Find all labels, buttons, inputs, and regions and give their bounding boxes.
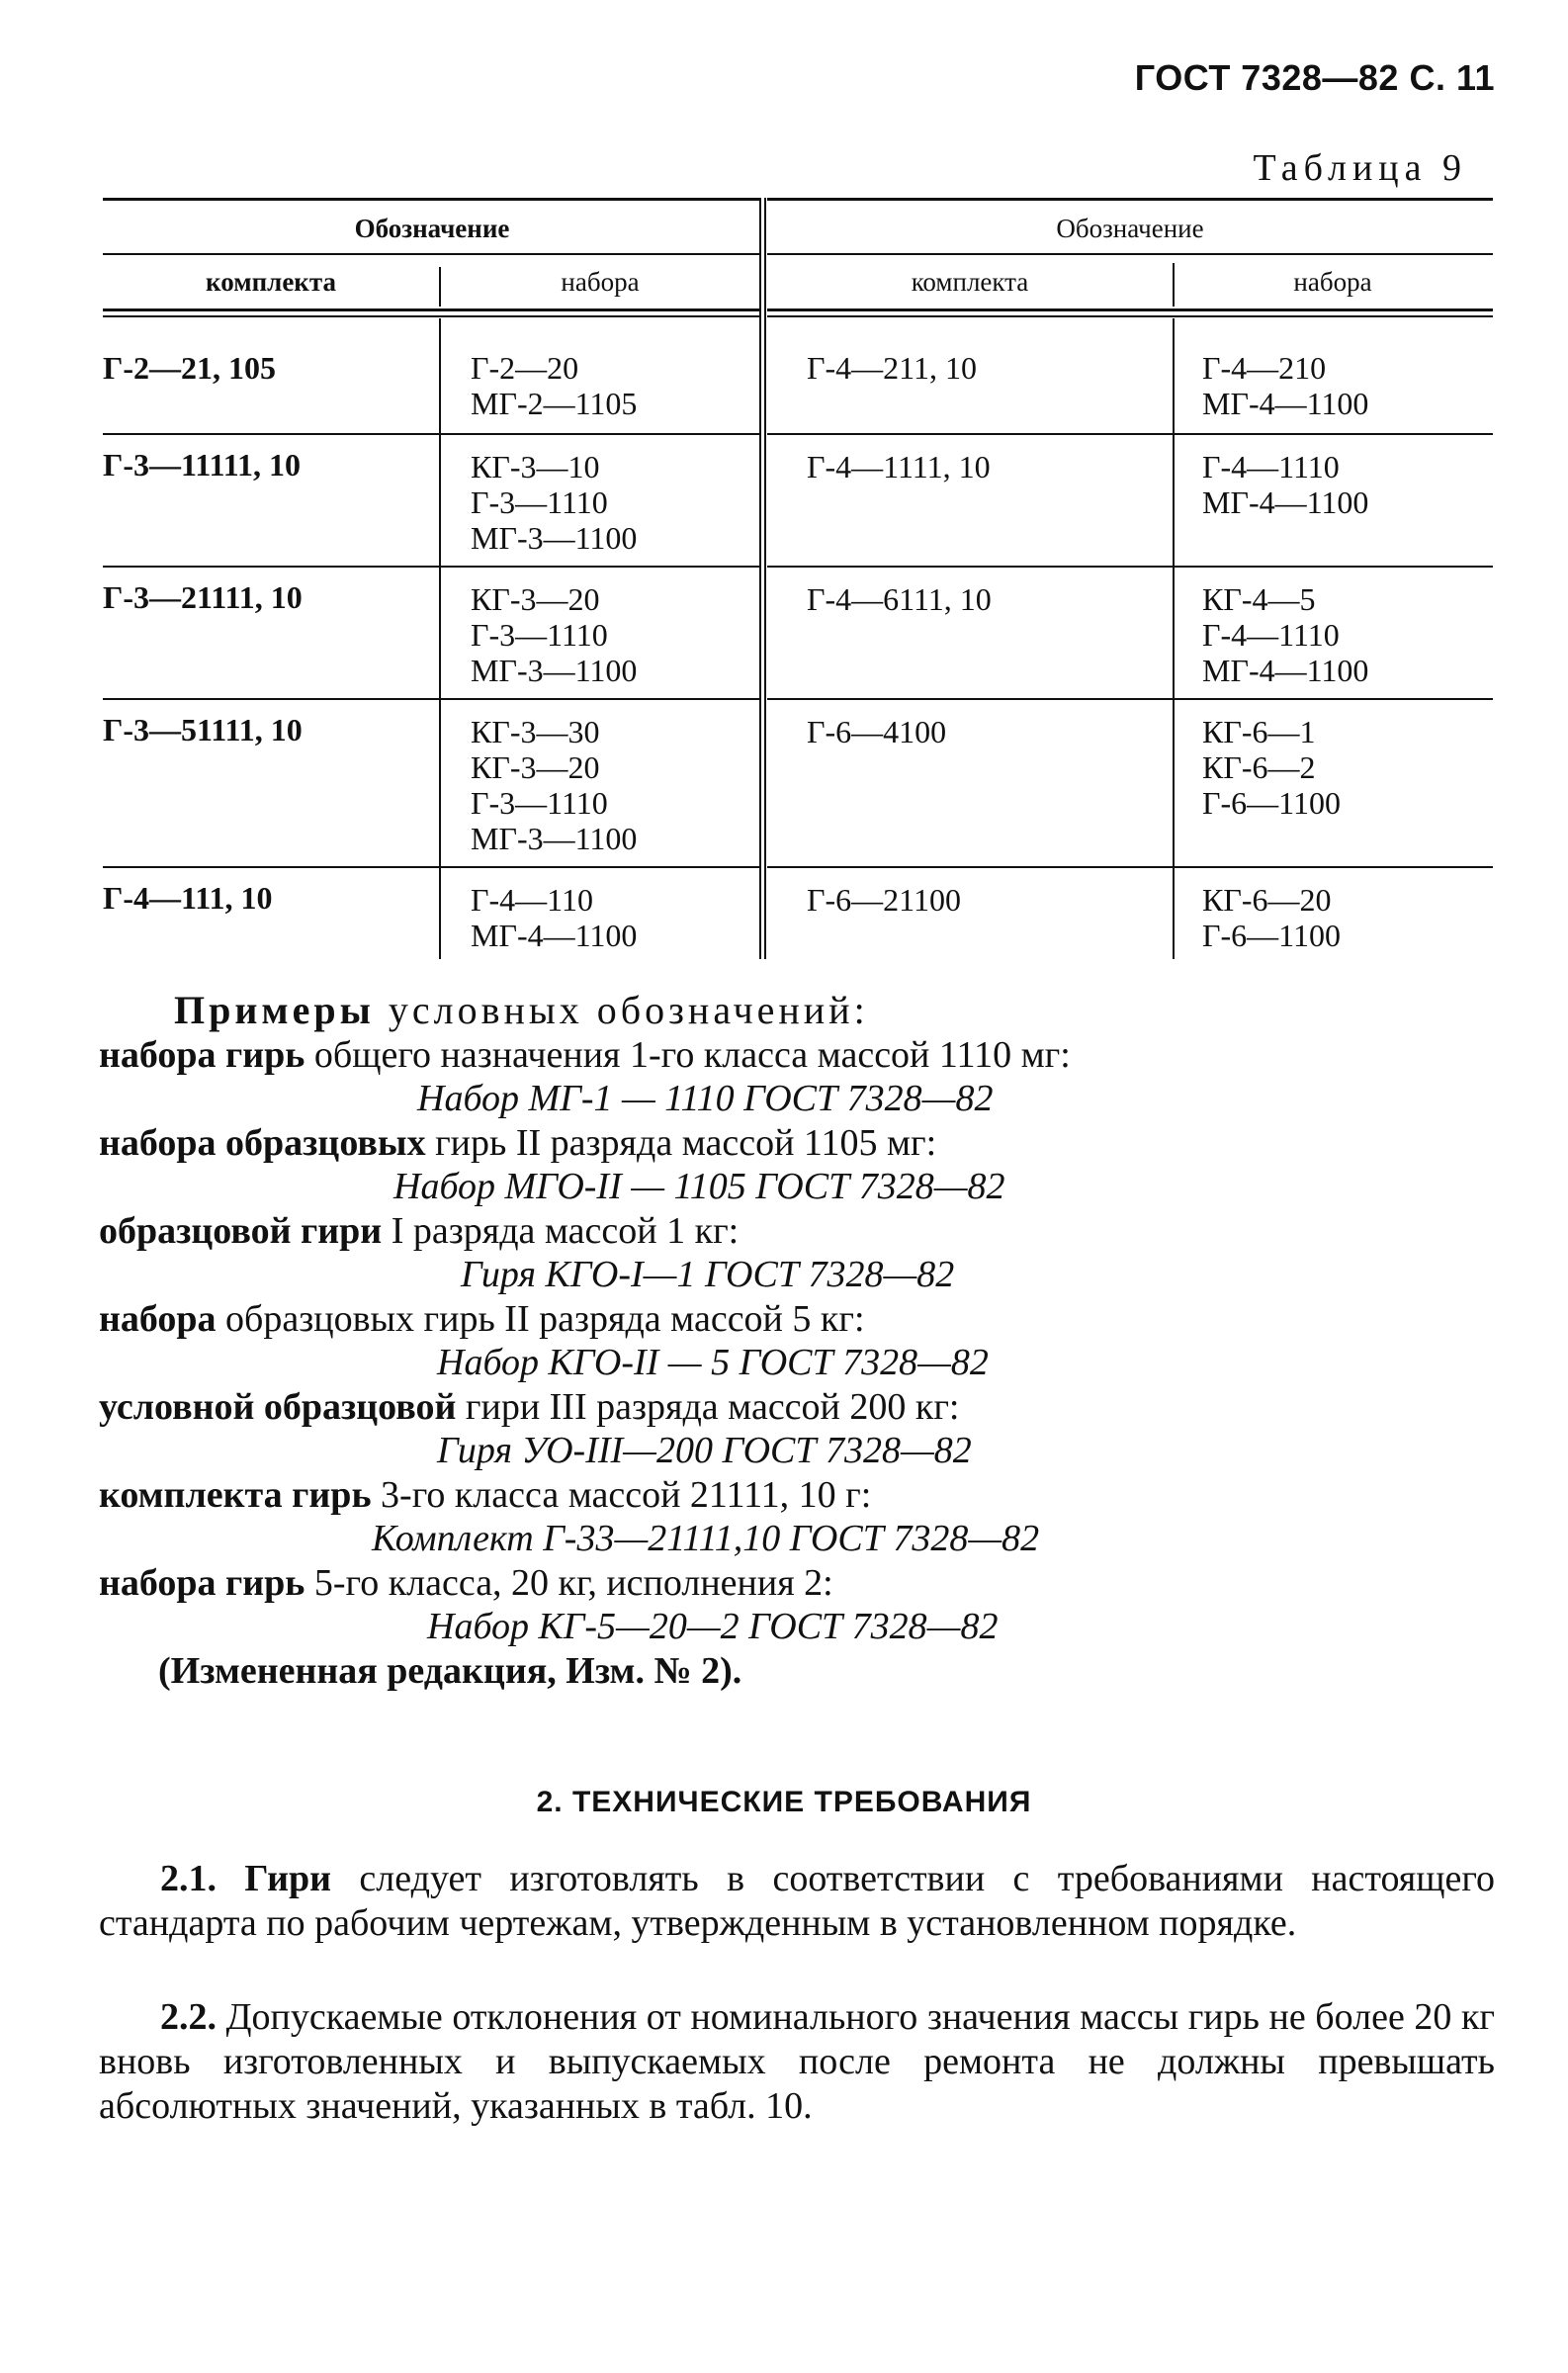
designation-table — [103, 198, 1493, 959]
example-designation: Гиря КГО-I—1 ГОСТ 7328—82 — [461, 1254, 955, 1295]
examples-block — [99, 989, 1495, 1693]
nabor-cell: КГ-3—20 Г-3—1110 МГ-3—1100 — [471, 581, 638, 688]
komplekt-cell: Г-3—51111, 10 — [103, 712, 303, 747]
paragraph-2-2: 2.2. Допускаемые отклонения от номинального значения массы гирь не более 20 кг вновь изготовленных и выпускаемых после ремонта не должны превышать абсолютных значений, указанных в табл. 10. — [99, 1996, 1495, 2127]
nabor-cell: КГ-6—1 КГ-6—2 Г-6—1100 — [1202, 714, 1341, 821]
rule — [103, 315, 761, 317]
komplekt-cell: Г-2—21, 105 — [103, 350, 277, 386]
rule — [767, 566, 1493, 568]
nabor-cell: КГ-3—10 Г-3—1110 МГ-3—1100 — [471, 449, 638, 556]
komplekt-cell: Г-3—21111, 10 — [103, 579, 303, 615]
komplekt-cell: Г-4—211, 10 — [807, 350, 977, 386]
nabor-cell: Г-4—110 МГ-4—1100 — [471, 882, 638, 953]
revision-note: (Измененная редакция, Изм. № 2). — [158, 1649, 742, 1692]
example-lead: набора образцовых гирь II разряда массой 5 кг: — [99, 1297, 865, 1340]
nabor-cell: Г-4—210 МГ-4—1100 — [1202, 350, 1369, 421]
example-lead: набора гирь общего назначения 1-го класса массой 1110 мг: — [99, 1033, 1071, 1076]
nabor-cell: КГ-6—20 Г-6—1100 — [1202, 882, 1341, 953]
table-right-half — [767, 198, 1493, 959]
example-designation: Гиря УО-III—200 ГОСТ 7328—82 — [437, 1430, 972, 1471]
rule — [767, 198, 1493, 201]
example-designation: Набор КГО-II — 5 ГОСТ 7328—82 — [437, 1342, 989, 1383]
nabor-cell: КГ-4—5 Г-4—1110 МГ-4—1100 — [1202, 581, 1369, 688]
nabor-cell: Г-2—20 МГ-2—1105 — [471, 350, 638, 421]
table-top-rule — [103, 198, 761, 201]
nabor-cell: КГ-3—30 КГ-3—20 Г-3—1110 МГ-3—1100 — [471, 714, 638, 856]
komplekt-cell: Г-4—111, 10 — [103, 880, 273, 916]
nabor-cell: Г-4—1110 МГ-4—1100 — [1202, 449, 1369, 520]
rule — [1173, 318, 1175, 959]
example-lead: набора образцовых гирь II разряда массой 1105 мг: — [99, 1121, 937, 1164]
example-designation: Набор МГО-II — 1105 ГОСТ 7328—82 — [393, 1166, 1005, 1207]
rule — [439, 318, 441, 959]
paragraph-2-1: 2.1. Гири следует изготовлять в соответствии с требованиями настоящего стандарта по рабочим чертежам, утвержденным в установленном порядке. — [99, 1858, 1495, 1944]
example-lead: комплекта гирь 3-го класса массой 21111, 10 г: — [99, 1473, 872, 1516]
example-designation: Набор МГ-1 — 1110 ГОСТ 7328—82 — [417, 1078, 994, 1119]
group-header-right: Обозначение — [1056, 214, 1204, 243]
example-lead: условной образцовой гири III разряда массой 200 кг: — [99, 1385, 960, 1428]
section-title: 2. ТЕХНИЧЕСКИЕ ТРЕБОВАНИЯ — [536, 1786, 1032, 1818]
table-caption: Таблица 9 — [1253, 147, 1467, 189]
col-nabora-left: набора — [561, 267, 640, 297]
example-designation: Комплект Г-33—21111,10 ГОСТ 7328—82 — [372, 1518, 1040, 1559]
rule — [767, 315, 1493, 317]
table-left-half — [103, 198, 761, 959]
komplekt-cell: Г-6—21100 — [807, 882, 961, 918]
table-double-separator — [759, 198, 766, 959]
col-komplekta-left: комплекта — [206, 267, 336, 297]
examples-intro: Примеры условных обозначений: — [174, 988, 869, 1032]
col-nabora-right: набора — [1293, 267, 1372, 297]
rule — [767, 253, 1493, 255]
example-lead: набора гирь 5-го класса, 20 кг, исполнения 2: — [99, 1561, 833, 1604]
komplekt-cell: Г-6—4100 — [807, 714, 947, 749]
komplekt-cell: Г-4—1111, 10 — [807, 449, 991, 484]
example-lead: образцовой гири I разряда массой 1 кг: — [99, 1209, 740, 1252]
rule — [103, 308, 761, 311]
rule — [767, 866, 1493, 868]
rule — [103, 866, 761, 868]
rule — [767, 433, 1493, 435]
komplekt-cell: Г-4—6111, 10 — [807, 581, 992, 617]
group-header-left: Обозначение — [354, 214, 510, 243]
komplekt-cell: Г-3—11111, 10 — [103, 447, 301, 483]
page-header: ГОСТ 7328—82 С. 11 — [1134, 57, 1495, 98]
rule — [103, 433, 761, 435]
rule — [103, 253, 761, 255]
col-komplekta-right: комплекта — [911, 267, 1029, 297]
rule — [767, 698, 1493, 700]
rule — [103, 566, 761, 568]
example-designation: Набор КГ-5—20—2 ГОСТ 7328—82 — [427, 1606, 999, 1647]
rule — [767, 308, 1493, 311]
rule — [103, 698, 761, 700]
